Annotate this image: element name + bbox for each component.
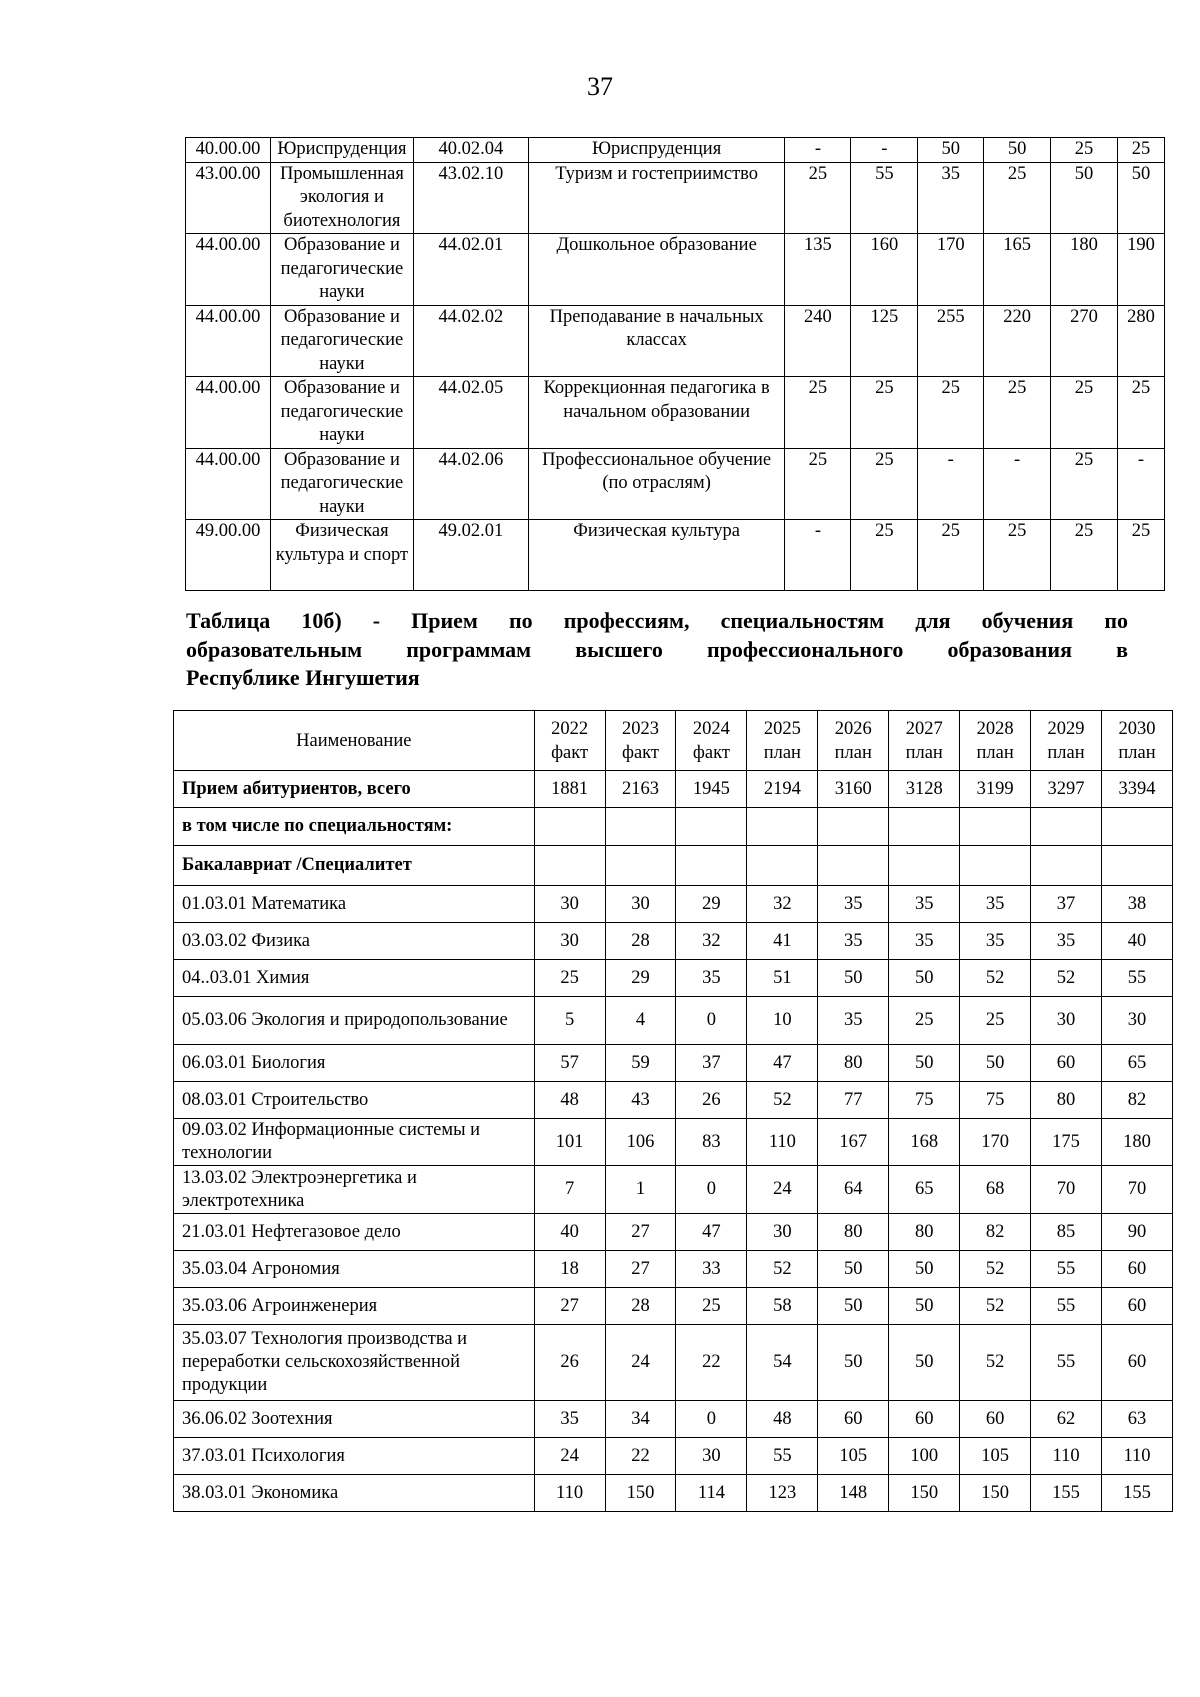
value-cell: 25 [918, 377, 984, 449]
value-cell: 30 [1031, 997, 1102, 1045]
specialty-code-cell: 49.02.01 [413, 520, 528, 591]
value-cell [605, 808, 676, 846]
value-cell: 135 [785, 234, 851, 306]
value-cell: 48 [534, 1082, 605, 1119]
table-row [186, 305, 1165, 377]
value-cell [605, 846, 676, 886]
value-cell: 3297 [1031, 771, 1102, 808]
value-cell: 55 [1031, 1251, 1102, 1288]
specialty-code-cell: 44.02.06 [413, 448, 528, 520]
value-cell: 65 [1102, 1045, 1173, 1082]
value-cell: 110 [534, 1475, 605, 1512]
value-cell: 75 [889, 1082, 960, 1119]
value-cell: 52 [747, 1082, 818, 1119]
value-cell: 35 [818, 997, 889, 1045]
value-cell: 59 [605, 1045, 676, 1082]
value-cell [960, 808, 1031, 846]
row-name-cell: 05.03.06 Экология и природопользование [174, 997, 535, 1045]
value-cell: 90 [1102, 1214, 1173, 1251]
value-cell: 25 [918, 520, 984, 591]
value-cell: 35 [960, 923, 1031, 960]
value-cell: 4 [605, 997, 676, 1045]
value-cell: 30 [1102, 997, 1173, 1045]
value-cell: 50 [818, 1288, 889, 1325]
value-cell: 80 [1031, 1082, 1102, 1119]
value-cell: 3394 [1102, 771, 1173, 808]
value-cell: 175 [1031, 1119, 1102, 1166]
value-cell: 35 [918, 162, 984, 234]
value-cell: 30 [747, 1214, 818, 1251]
value-cell: 25 [851, 377, 918, 449]
value-cell: 25 [785, 448, 851, 520]
value-cell: - [984, 448, 1051, 520]
value-cell: 270 [1051, 305, 1118, 377]
row-name-cell: 01.03.01 Математика [174, 886, 535, 923]
value-cell: 155 [1031, 1475, 1102, 1512]
group-name-cell: Физическая культура и спорт [270, 520, 413, 591]
value-cell: 2163 [605, 771, 676, 808]
table-row [186, 162, 1165, 234]
value-cell: 25 [1051, 448, 1118, 520]
row-name-cell: Прием абитуриентов, всего [174, 771, 535, 808]
group-code-cell: 40.00.00 [186, 138, 271, 163]
table-row [174, 1045, 1173, 1082]
column-header-year: 2024 факт [676, 711, 747, 771]
value-cell: 34 [605, 1401, 676, 1438]
value-cell: 25 [785, 162, 851, 234]
value-cell: 105 [960, 1438, 1031, 1475]
value-cell: 27 [605, 1251, 676, 1288]
value-cell: 80 [889, 1214, 960, 1251]
value-cell: 27 [605, 1214, 676, 1251]
value-cell: 51 [747, 960, 818, 997]
column-header-year: 2022 факт [534, 711, 605, 771]
table-row [174, 1166, 1173, 1214]
value-cell: 30 [534, 886, 605, 923]
value-cell: 50 [818, 960, 889, 997]
value-cell: 52 [960, 960, 1031, 997]
value-cell: 24 [747, 1166, 818, 1214]
value-cell [534, 808, 605, 846]
value-cell: 60 [1102, 1325, 1173, 1401]
value-cell [534, 846, 605, 886]
row-name-cell: 38.03.01 Экономика [174, 1475, 535, 1512]
value-cell: 123 [747, 1475, 818, 1512]
value-cell: 101 [534, 1119, 605, 1166]
value-cell: 25 [1117, 377, 1164, 449]
value-cell: 22 [676, 1325, 747, 1401]
group-name-cell: Образование и педагогические науки [270, 448, 413, 520]
table-row [174, 1082, 1173, 1119]
value-cell: 85 [1031, 1214, 1102, 1251]
value-cell: 50 [889, 1325, 960, 1401]
value-cell: 105 [818, 1438, 889, 1475]
value-cell: 40 [534, 1214, 605, 1251]
value-cell: 57 [534, 1045, 605, 1082]
value-cell: 168 [889, 1119, 960, 1166]
value-cell: 0 [676, 1166, 747, 1214]
value-cell: 60 [1031, 1045, 1102, 1082]
value-cell: 52 [960, 1288, 1031, 1325]
value-cell: 38 [1102, 886, 1173, 923]
specialty-name-cell: Юриспруденция [528, 138, 785, 163]
table-row [186, 234, 1165, 306]
value-cell: 1945 [676, 771, 747, 808]
table-row [174, 808, 1173, 846]
value-cell: 106 [605, 1119, 676, 1166]
value-cell: 25 [676, 1288, 747, 1325]
value-cell [747, 808, 818, 846]
value-cell: 24 [605, 1325, 676, 1401]
table-row [174, 960, 1173, 997]
value-cell: 50 [889, 960, 960, 997]
value-cell: 110 [1031, 1438, 1102, 1475]
value-cell: - [1117, 448, 1164, 520]
value-cell: 150 [605, 1475, 676, 1512]
specialty-name-cell: Физическая культура [528, 520, 785, 591]
row-name-cell: 06.03.01 Биология [174, 1045, 535, 1082]
group-name-cell: Образование и педагогические науки [270, 377, 413, 449]
value-cell: 22 [605, 1438, 676, 1475]
column-header-year: 2029 план [1031, 711, 1102, 771]
value-cell: 30 [534, 923, 605, 960]
table-row [174, 997, 1173, 1045]
value-cell: 68 [960, 1166, 1031, 1214]
value-cell: 52 [960, 1251, 1031, 1288]
value-cell [1102, 846, 1173, 886]
heading-line: образовательным программам высшего профессионального образования в [186, 636, 1128, 662]
value-cell [676, 846, 747, 886]
value-cell: 25 [851, 448, 918, 520]
value-cell: 50 [984, 138, 1051, 163]
row-name-cell: 35.03.06 Агроинженерия [174, 1288, 535, 1325]
specialty-code-cell: 44.02.05 [413, 377, 528, 449]
group-code-cell: 44.00.00 [186, 448, 271, 520]
value-cell: 190 [1117, 234, 1164, 306]
value-cell: 55 [747, 1438, 818, 1475]
group-code-cell: 43.00.00 [186, 162, 271, 234]
value-cell: 50 [1117, 162, 1164, 234]
specialty-code-cell: 40.02.04 [413, 138, 528, 163]
value-cell: 50 [960, 1045, 1031, 1082]
specialty-name-cell: Дошкольное образование [528, 234, 785, 306]
value-cell: 25 [785, 377, 851, 449]
value-cell: 55 [1102, 960, 1173, 997]
value-cell: - [785, 520, 851, 591]
value-cell: 10 [747, 997, 818, 1045]
value-cell: 33 [676, 1251, 747, 1288]
row-name-cell: 36.06.02 Зоотехния [174, 1401, 535, 1438]
value-cell: 25 [960, 997, 1031, 1045]
value-cell: 125 [851, 305, 918, 377]
value-cell [747, 846, 818, 886]
value-cell: - [785, 138, 851, 163]
specialty-code-cell: 44.02.01 [413, 234, 528, 306]
value-cell: 82 [960, 1214, 1031, 1251]
value-cell: 58 [747, 1288, 818, 1325]
value-cell: 82 [1102, 1082, 1173, 1119]
specialty-code-cell: 43.02.10 [413, 162, 528, 234]
value-cell: 52 [1031, 960, 1102, 997]
specialty-name-cell: Профессиональное обучение (по отраслям) [528, 448, 785, 520]
value-cell: 25 [984, 377, 1051, 449]
value-cell: 52 [960, 1325, 1031, 1401]
value-cell: 35 [818, 923, 889, 960]
value-cell: 62 [1031, 1401, 1102, 1438]
value-cell: 220 [984, 305, 1051, 377]
value-cell [889, 808, 960, 846]
group-name-cell: Юриспруденция [270, 138, 413, 163]
value-cell: 25 [1117, 520, 1164, 591]
value-cell [818, 846, 889, 886]
value-cell: 35 [534, 1401, 605, 1438]
value-cell: 70 [1031, 1166, 1102, 1214]
value-cell: 148 [818, 1475, 889, 1512]
column-header-year: 2023 факт [605, 711, 676, 771]
value-cell [1031, 808, 1102, 846]
value-cell: 43 [605, 1082, 676, 1119]
value-cell: 26 [534, 1325, 605, 1401]
value-cell: 83 [676, 1119, 747, 1166]
value-cell: 170 [960, 1119, 1031, 1166]
column-header-year: 2030 план [1102, 711, 1173, 771]
table-row [174, 886, 1173, 923]
value-cell: 35 [676, 960, 747, 997]
value-cell: 37 [1031, 886, 1102, 923]
column-header-name: Наименование [174, 711, 535, 771]
value-cell: 77 [818, 1082, 889, 1119]
value-cell: 1881 [534, 771, 605, 808]
table-row [174, 771, 1173, 808]
specialties-table-continued [185, 137, 1165, 591]
value-cell: 170 [918, 234, 984, 306]
table-row [186, 520, 1165, 591]
column-header-year: 2028 план [960, 711, 1031, 771]
value-cell: 50 [818, 1251, 889, 1288]
table-row [186, 377, 1165, 449]
value-cell: 165 [984, 234, 1051, 306]
group-code-cell: 44.00.00 [186, 234, 271, 306]
value-cell: 32 [676, 923, 747, 960]
value-cell: 180 [1102, 1119, 1173, 1166]
value-cell: 25 [984, 162, 1051, 234]
value-cell: 110 [747, 1119, 818, 1166]
column-header-year: 2027 план [889, 711, 960, 771]
value-cell: 28 [605, 1288, 676, 1325]
value-cell: 52 [747, 1251, 818, 1288]
value-cell: 155 [1102, 1475, 1173, 1512]
value-cell [960, 846, 1031, 886]
table-row [174, 923, 1173, 960]
value-cell: 35 [818, 886, 889, 923]
value-cell: 48 [747, 1401, 818, 1438]
value-cell: 2194 [747, 771, 818, 808]
value-cell: 18 [534, 1251, 605, 1288]
value-cell: 32 [747, 886, 818, 923]
value-cell: 80 [818, 1214, 889, 1251]
value-cell: 55 [1031, 1288, 1102, 1325]
value-cell: 114 [676, 1475, 747, 1512]
value-cell: 28 [605, 923, 676, 960]
value-cell: 60 [960, 1401, 1031, 1438]
value-cell: 54 [747, 1325, 818, 1401]
value-cell: 160 [851, 234, 918, 306]
value-cell: - [918, 448, 984, 520]
value-cell: 41 [747, 923, 818, 960]
value-cell: 64 [818, 1166, 889, 1214]
value-cell: 50 [1051, 162, 1118, 234]
row-name-cell: 35.03.07 Технология производства и переработки сельскохозяйственной продукции [174, 1325, 535, 1401]
table-row [174, 1438, 1173, 1475]
value-cell: 50 [889, 1288, 960, 1325]
value-cell: 65 [889, 1166, 960, 1214]
value-cell: 7 [534, 1166, 605, 1214]
value-cell: - [851, 138, 918, 163]
value-cell [676, 808, 747, 846]
value-cell: 25 [534, 960, 605, 997]
value-cell: 25 [851, 520, 918, 591]
value-cell: 35 [889, 923, 960, 960]
value-cell: 75 [960, 1082, 1031, 1119]
row-name-cell: Бакалавриат /Специалитет [174, 846, 535, 886]
row-name-cell: 03.03.02 Физика [174, 923, 535, 960]
value-cell: 60 [889, 1401, 960, 1438]
value-cell: 35 [1031, 923, 1102, 960]
row-name-cell: 04..03.01 Химия [174, 960, 535, 997]
specialty-name-cell: Преподавание в начальных классах [528, 305, 785, 377]
value-cell: 5 [534, 997, 605, 1045]
value-cell: 3160 [818, 771, 889, 808]
row-name-cell: 37.03.01 Психология [174, 1438, 535, 1475]
group-code-cell: 44.00.00 [186, 377, 271, 449]
value-cell: 26 [676, 1082, 747, 1119]
heading-line: Таблица 10б) - Прием по профессиям, специальностям для обучения по [186, 608, 1128, 633]
row-name-cell: 08.03.01 Строительство [174, 1082, 535, 1119]
table-row [174, 1475, 1173, 1512]
value-cell: 50 [818, 1325, 889, 1401]
value-cell: 27 [534, 1288, 605, 1325]
value-cell: 25 [1051, 520, 1118, 591]
value-cell: 25 [1117, 138, 1164, 163]
value-cell: 0 [676, 997, 747, 1045]
specialty-name-cell: Коррекционная педагогика в начальном образовании [528, 377, 785, 449]
value-cell: 25 [984, 520, 1051, 591]
value-cell: 30 [605, 886, 676, 923]
row-name-cell: 21.03.01 Нефтегазовое дело [174, 1214, 535, 1251]
value-cell: 25 [1051, 377, 1118, 449]
value-cell: 180 [1051, 234, 1118, 306]
column-header-year: 2025 план [747, 711, 818, 771]
value-cell: 47 [676, 1214, 747, 1251]
value-cell: 47 [747, 1045, 818, 1082]
group-name-cell: Промышленная экология и биотехнология [270, 162, 413, 234]
value-cell: 0 [676, 1401, 747, 1438]
value-cell: 50 [889, 1045, 960, 1082]
specialty-code-cell: 44.02.02 [413, 305, 528, 377]
table-row [174, 1119, 1173, 1166]
table-row [186, 138, 1165, 163]
value-cell: 29 [676, 886, 747, 923]
value-cell: 100 [889, 1438, 960, 1475]
value-cell: 60 [1102, 1251, 1173, 1288]
value-cell: 280 [1117, 305, 1164, 377]
value-cell: 25 [1051, 138, 1118, 163]
value-cell: 110 [1102, 1438, 1173, 1475]
value-cell: 60 [818, 1401, 889, 1438]
column-header-year: 2026 план [818, 711, 889, 771]
value-cell: 3128 [889, 771, 960, 808]
specialty-name-cell: Туризм и гостеприимство [528, 162, 785, 234]
value-cell: 150 [960, 1475, 1031, 1512]
value-cell: 80 [818, 1045, 889, 1082]
page-number: 37 [587, 72, 613, 101]
value-cell [1102, 808, 1173, 846]
row-name-cell: 13.03.02 Электроэнергетика и электротехника [174, 1166, 535, 1214]
value-cell [1031, 846, 1102, 886]
heading-line: Республике Ингушетия [186, 665, 420, 690]
value-cell [818, 808, 889, 846]
value-cell: 150 [889, 1475, 960, 1512]
value-cell: 55 [851, 162, 918, 234]
value-cell: 40 [1102, 923, 1173, 960]
value-cell: 35 [889, 886, 960, 923]
table-row [174, 1214, 1173, 1251]
value-cell: 50 [889, 1251, 960, 1288]
value-cell: 55 [1031, 1325, 1102, 1401]
value-cell: 50 [918, 138, 984, 163]
value-cell: 1 [605, 1166, 676, 1214]
row-name-cell: 35.03.04 Агрономия [174, 1251, 535, 1288]
table-row [174, 846, 1173, 886]
value-cell: 255 [918, 305, 984, 377]
value-cell [889, 846, 960, 886]
table-10b-heading [186, 607, 1128, 693]
group-code-cell: 44.00.00 [186, 305, 271, 377]
table-row [174, 1325, 1173, 1401]
table-row [186, 448, 1165, 520]
higher-education-admissions-table [173, 710, 1173, 1512]
value-cell: 70 [1102, 1166, 1173, 1214]
value-cell: 35 [960, 886, 1031, 923]
value-cell: 63 [1102, 1401, 1173, 1438]
row-name-cell: 09.03.02 Информационные системы и технологии [174, 1119, 535, 1166]
value-cell: 29 [605, 960, 676, 997]
value-cell: 60 [1102, 1288, 1173, 1325]
group-name-cell: Образование и педагогические науки [270, 305, 413, 377]
table-row [174, 1401, 1173, 1438]
value-cell: 24 [534, 1438, 605, 1475]
value-cell: 25 [889, 997, 960, 1045]
value-cell: 37 [676, 1045, 747, 1082]
table-row [174, 1251, 1173, 1288]
value-cell: 30 [676, 1438, 747, 1475]
row-name-cell: в том числе по специальностям: [174, 808, 535, 846]
value-cell: 240 [785, 305, 851, 377]
group-name-cell: Образование и педагогические науки [270, 234, 413, 306]
value-cell: 167 [818, 1119, 889, 1166]
table-row [174, 1288, 1173, 1325]
group-code-cell: 49.00.00 [186, 520, 271, 591]
value-cell: 3199 [960, 771, 1031, 808]
table-header-row [174, 711, 1173, 771]
